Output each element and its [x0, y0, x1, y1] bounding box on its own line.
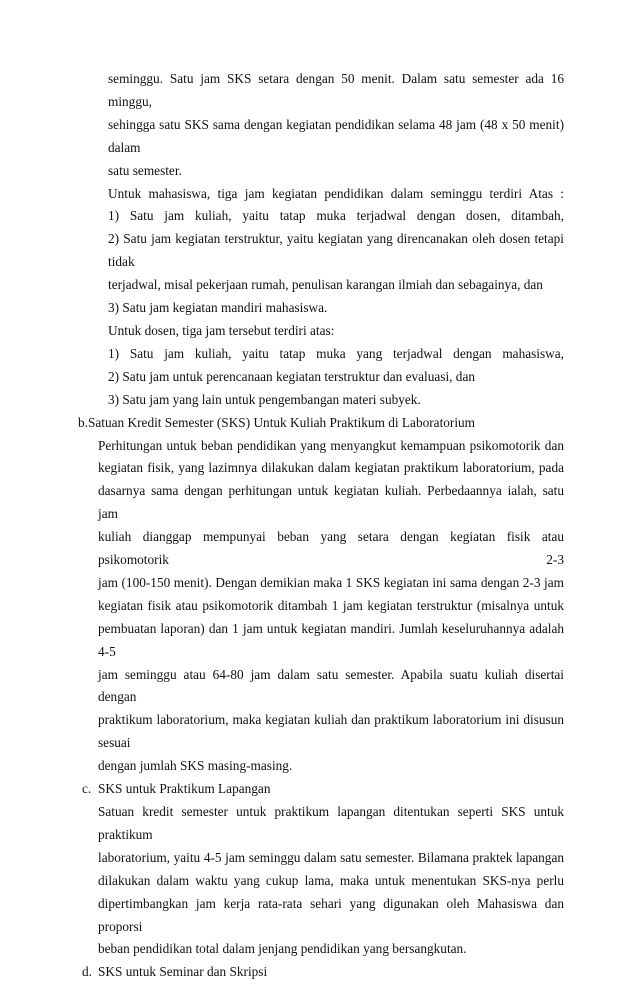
text-line: dilakukan dalam waktu yang cukup lama, maka untuk menentukan SKS-nya perlu — [98, 872, 564, 888]
section-marker: c. — [82, 781, 92, 797]
section-title: SKS untuk Seminar dan Skripsi — [98, 964, 268, 980]
list-item: 2) Satu jam kegiatan terstruktur, yaitu kegiatan yang direncanakan oleh dosen tetapi tidak — [108, 231, 564, 270]
text-line: dasarnya sama dengan perhitungan untuk kegiatan kuliah. Perbedaannya ialah, satu jam — [98, 483, 564, 522]
list-item: 1) Satu jam kuliah, yaitu tatap muka terjadwal dengan dosen, ditambah, — [108, 208, 564, 224]
section-c-heading — [82, 778, 638, 801]
text-line: dipertimbangkan jam kerja rata-rata sehari yang digunakan oleh Mahasiswa dan proporsi — [98, 895, 564, 934]
text-line: Untuk mahasiswa, tiga jam kegiatan pendidikan dalam seminggu terdiri Atas : — [108, 185, 564, 201]
mahasiswa-paragraph — [108, 183, 564, 320]
section-title: SKS untuk Praktikum Lapangan — [98, 781, 271, 797]
section-marker: d. — [82, 964, 92, 980]
list-item: 3) Satu jam kegiatan mandiri mahasiswa. — [108, 300, 328, 316]
text-line: kegiatan fisik atau psikomotorik ditambah 1 jam kegiatan terstruktur (misalnya untuk — [98, 597, 564, 613]
list-item: 2) Satu jam untuk perencanaan kegiatan terstruktur dan evaluasi, dan — [108, 368, 476, 384]
text-line: jam seminggu atau 64-80 jam dalam satu semester. Apabila suatu kuliah disertai dengan — [98, 666, 564, 705]
text-line: beban pendidikan total dalam jenjang pendidikan yang bersangkutan. — [98, 941, 467, 957]
text-line: satu semester. — [108, 162, 182, 178]
section-marker: b. — [78, 414, 88, 430]
section-b-body — [98, 435, 564, 779]
text-line: pembuatan laporan) dan 1 jam untuk kegiatan mandiri. Jumlah keseluruhannya adalah 4-5 — [98, 620, 564, 659]
intro-paragraph — [108, 68, 564, 183]
list-item: 3) Satu jam yang lain untuk pengembangan materi subyek. — [108, 391, 421, 407]
list-item: 1) Satu jam kuliah, yaitu tatap muka yang terjadwal dengan mahasiswa, — [108, 345, 564, 361]
text-line: Perhitungan untuk beban pendidikan yang menyangkut kemampuan psikomotorik dan — [98, 437, 564, 453]
text-line: kuliah dianggap mempunyai beban yang setara dengan kegiatan fisik atau psikomotorik 2-3 — [98, 529, 564, 568]
text-line: kegiatan fisik, yang lazimnya dilakukan dalam kegiatan praktikum laboratorium, pada — [98, 460, 564, 476]
text-line: praktikum laboratorium, maka kegiatan kuliah dan praktikum laboratorium ini disusun sesuai — [98, 712, 564, 751]
text-line: seminggu. Satu jam SKS setara dengan 50 menit. Dalam satu semester ada 16 minggu, — [108, 71, 564, 109]
text-line: Satuan kredit semester untuk praktikum lapangan ditentukan seperti SKS untuk praktikum — [98, 804, 564, 842]
section-c-body — [98, 801, 564, 961]
text-line: laboratorium, yaitu 4-5 jam seminggu dalam satu semester. Bilamana praktek lapangan — [98, 849, 564, 865]
dosen-paragraph — [108, 320, 564, 412]
text-line: terjadwal, misal pekerjaan rumah, penulisan karangan ilmiah dan sebagainya, dan — [108, 277, 543, 293]
document-page — [0, 68, 638, 984]
section-d-heading — [82, 961, 638, 984]
section-title: Satuan Kredit Semester (SKS) Untuk Kuliah Praktikum di Laboratorium — [88, 414, 476, 430]
section-b-heading — [78, 412, 638, 435]
text-line: jam (100-150 menit). Dengan demikian maka 1 SKS kegiatan ini sama dengan 2-3 jam — [98, 574, 564, 590]
text-line: sehingga satu SKS sama dengan kegiatan pendidikan selama 48 jam (48 x 50 menit) dalam — [108, 116, 564, 155]
text-line: dengan jumlah SKS masing-masing. — [98, 758, 293, 774]
text-line: Untuk dosen, tiga jam tersebut terdiri atas: — [108, 322, 335, 338]
